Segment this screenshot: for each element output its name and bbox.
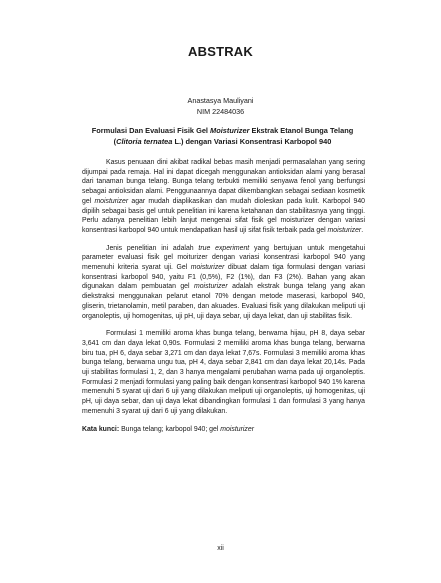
paragraph-text: Jenis penelitian ini adalah xyxy=(106,244,199,252)
paragraph-text: adalah ekstrak bunga telang yang akan diekstraksi menggunakan pelarut etanol 70% dengan metode maserasi, karbopol 940, gliserin, trietanolamin, metil paraben, dan akuades. Evaluasi fisik yang dilakukan meliputi uji organoleptis, uji homogenitas, uji pH, uji daya sebar, uji daya lekat, dan uji stabilitas fisik. xyxy=(82,283,365,320)
paragraph-text: . xyxy=(361,226,364,234)
paragraph-italic: moisturizer xyxy=(327,226,362,234)
title-text: Formulasi Dan Evaluasi Fisik Gel xyxy=(91,126,211,135)
abstract-body xyxy=(82,158,365,434)
page-heading: ABSTRAK xyxy=(188,44,253,59)
paragraph-italic: true experiment xyxy=(198,244,250,252)
thesis-title xyxy=(70,126,375,147)
paragraph-3: Formulasi 1 memiliki aroma khas bunga telang, berwarna hijau, pH 8, daya sebar 3,641 cm dan daya lekat 0,90s. Formulasi 2 memiliki aroma khas bunga telang, berwarna biru tua, pH 6, daya sebar 3,271 cm dan daya lekat 7,67s. Formulasi 3 memiliki aroma khas bunga telang, berwarna ungu tua, pH 4, daya sebar 2,841 cm dan daya lekat 20,14s. Pada uji stabilitas formulasi 1, 2, dan 3 hanya mengalami perubahan warna pada uji organoleptis. Formulasi 2 menjadi formulasi yang paling baik dengan konsentrasi karbopol 940 1% karena memenuhi 5 syarat uji dari 6 uji yang dilakukan meliputi uji organoleptis, uji homogenitas, uji pH, uji daya sebar, dan uji daya lekat dibandingkan formulasi 1 dan formulasi 3 yang hanya memenuhi 3 syarat uji dari 6 uji yang dilakukan. xyxy=(82,330,365,415)
keywords-text: Bunga telang; karbopol 940; gel xyxy=(119,425,221,433)
title-italic: Moisturizer xyxy=(210,126,250,135)
paragraph-italic: moisturizer xyxy=(193,283,228,291)
paragraph-1 xyxy=(82,158,365,236)
keywords-label: Kata kunci: xyxy=(82,425,120,433)
title-text: L.) dengan Variasi Konsentrasi Karbopol 940 xyxy=(172,136,332,146)
title-line-2 xyxy=(70,137,375,148)
paragraph-italic: moisturizer xyxy=(94,197,129,205)
author-nim: NIM 22484036 xyxy=(196,107,245,116)
keywords-italic: moisturizer xyxy=(220,425,254,433)
title-italic: Clitoria ternatea xyxy=(116,136,173,146)
paragraph-text: yang bertujuan untuk mengetahui parameter evaluasi fisik gel moiturizer dengan variasi konsentrasi karbopol 940 yang memenuhi kriteria syarat uji. Gel xyxy=(82,244,365,272)
author-block xyxy=(0,95,441,117)
page-number: xii xyxy=(217,545,224,552)
paragraph-text: agar mudah diaplikasikan dan mudah dioleskan pada kulit. Karbopol 940 dipilih sebagai basis gel untuk penelitian ini karena ketahanan dan stabilitasnya yang tinggi. Perlu adanya penelitian lebih lanjut mengenai sifat fisik gel moisturizer dengan variasi konsentrasi karbopol 940 untuk mendapatkan hasil uji sifat fisik terbaik pada gel xyxy=(82,197,365,234)
keywords xyxy=(82,425,365,435)
title-line-1 xyxy=(70,126,375,137)
paragraph-italic: moisturizer xyxy=(190,264,225,272)
title-text: Ekstrak Etanol Bunga Telang xyxy=(249,126,354,135)
paragraph-text: Kasus penuaan dini akibat radikal bebas masih menjadi permasalahan yang sering dijumpai pada remaja. Hal ini dapat dicegah menggunakan antioksidan alami yang berasal dari tanaman bunga telang. Bunga telang terbukti memiliki senyawa fenol yang berfungsi sebagai antioksidan alami. Penggunaannya dapat dikembangkan sebagai sediaan kosmetik gel xyxy=(82,159,365,205)
paragraph-2 xyxy=(82,244,365,322)
author-name: Anastasya Mauliyani xyxy=(187,96,254,105)
paragraph-text: dibuat dalam tiga formulasi dengan variasi konsentrasi karbopol 940, yaitu F1 (0,5%), F2 (1%), dan F3 (2%). Bahan yang akan digunakan dalam pembuatan gel xyxy=(82,264,366,291)
title-text: ( xyxy=(113,136,117,146)
